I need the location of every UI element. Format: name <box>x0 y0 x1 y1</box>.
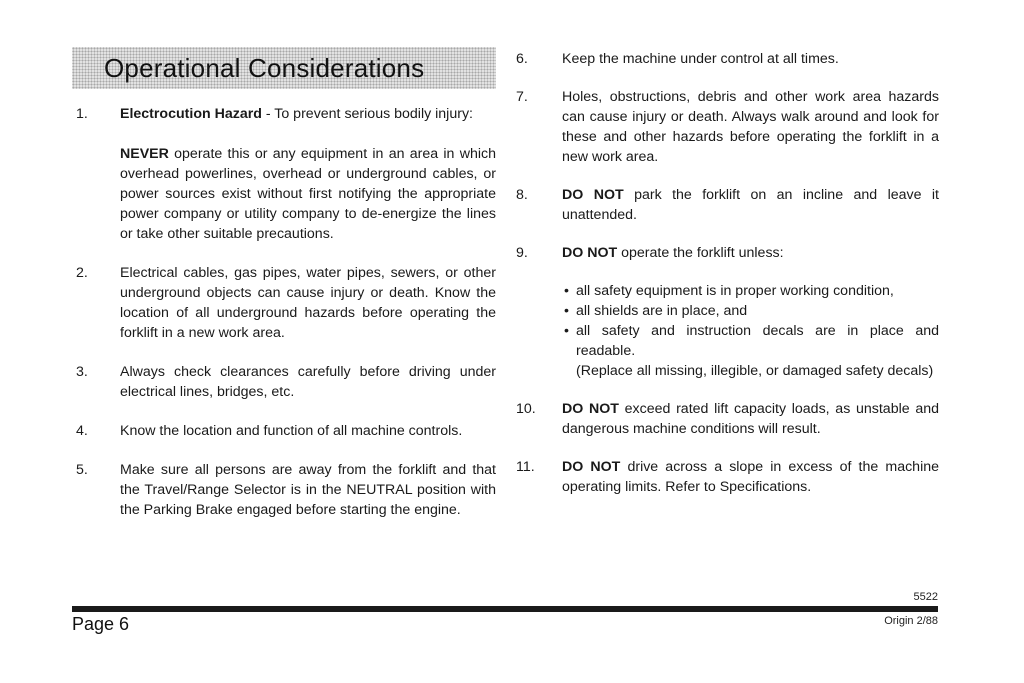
item-text: Always check clearances carefully before driving under electrical lines, bridges, etc. <box>120 364 496 400</box>
warning-keyword: NEVER <box>120 146 169 162</box>
list-item-10 <box>514 399 939 439</box>
document-code: 5522 <box>913 591 938 603</box>
bullet-item: • all shields are in place, and <box>562 301 939 321</box>
footer-rule <box>72 606 938 612</box>
list-item-8 <box>514 185 939 225</box>
item-number: 3. <box>76 364 88 380</box>
list-item-3 <box>72 362 496 402</box>
item-text: Know the location and function of all machine controls. <box>120 423 463 439</box>
list-item-4 <box>72 421 496 441</box>
item-number: 2. <box>76 265 88 281</box>
item-paragraph-2 <box>120 144 496 244</box>
item-number: 11. <box>516 459 535 475</box>
item-number: 10. <box>516 401 536 417</box>
item-text-body: drive across a slope in excess of the machine operating limits. Refer to Specifications. <box>562 459 940 495</box>
list-item-7 <box>514 87 939 167</box>
warning-keyword: DO NOT <box>562 187 624 203</box>
item-text <box>562 243 939 263</box>
item-number: 4. <box>76 423 88 439</box>
warning-keyword: DO NOT <box>562 245 618 261</box>
list-item-5 <box>72 460 496 520</box>
item-number: 9. <box>516 245 528 261</box>
item-number: 6. <box>516 51 528 67</box>
warning-keyword: DO NOT <box>562 401 619 417</box>
item-text <box>120 104 496 124</box>
item-text: Make sure all persons are away from the forklift and that the Travel/Range Selector is in the NEUTRAL position with the Parking Brake engaged before starting the engine. <box>120 462 496 518</box>
item-heading: Electrocution Hazard <box>120 106 262 122</box>
page-title: Operational Considerations <box>104 53 425 83</box>
bullet-list <box>562 281 939 381</box>
list-item-9 <box>514 243 939 381</box>
item-text: Keep the machine under control at all times. <box>562 51 839 67</box>
item-text: Electrical cables, gas pipes, water pipes, sewers, or other underground objects can cause injury or death. Know the location of all underground hazards before operating the forklift in a new work area. <box>120 265 496 341</box>
item-text <box>562 399 939 439</box>
left-column <box>72 104 496 539</box>
bullet-item: • all safety equipment is in proper working condition, <box>562 281 939 301</box>
list-item-1 <box>72 104 496 244</box>
item-number: 5. <box>76 462 88 478</box>
list-item-6 <box>514 49 939 69</box>
page-number: Page 6 <box>72 614 130 634</box>
bullet-item: • all safety and instruction decals are in place and readable. <box>562 321 939 361</box>
item-text-body: - To prevent serious bodily injury: <box>261 106 473 122</box>
item-number: 7. <box>516 89 528 105</box>
item-text-body: exceed rated lift capacity loads, as unstable and dangerous machine conditions will result. <box>562 401 940 437</box>
item-paragraph-2-body: operate this or any equipment in an area in which overhead powerlines, overhead or underground cables, or power sources exist without first notifying the appropriate power company or utility company to de-energize the lines or take other suitable precautions. <box>120 146 496 242</box>
bullet-note: (Replace all missing, illegible, or damaged safety decals) <box>576 363 934 379</box>
right-column <box>514 49 939 515</box>
section-title-banner <box>72 47 496 89</box>
item-text-body: operate the forklift unless: <box>617 245 784 261</box>
warning-keyword: DO NOT <box>562 459 621 475</box>
list-item-11 <box>514 457 939 497</box>
item-text-body: park the forklift on an incline and leave it unattended. <box>562 187 940 223</box>
list-item-2 <box>72 263 496 343</box>
item-text <box>562 457 939 497</box>
origin-date: Origin 2/88 <box>884 615 938 627</box>
item-text: Holes, obstructions, debris and other work area hazards can cause injury or death. Always walk around and look for these and other hazards before operating the forklift in a new work area. <box>562 89 939 165</box>
item-number: 8. <box>516 187 528 203</box>
item-text <box>562 185 939 225</box>
item-number: 1. <box>76 106 88 122</box>
